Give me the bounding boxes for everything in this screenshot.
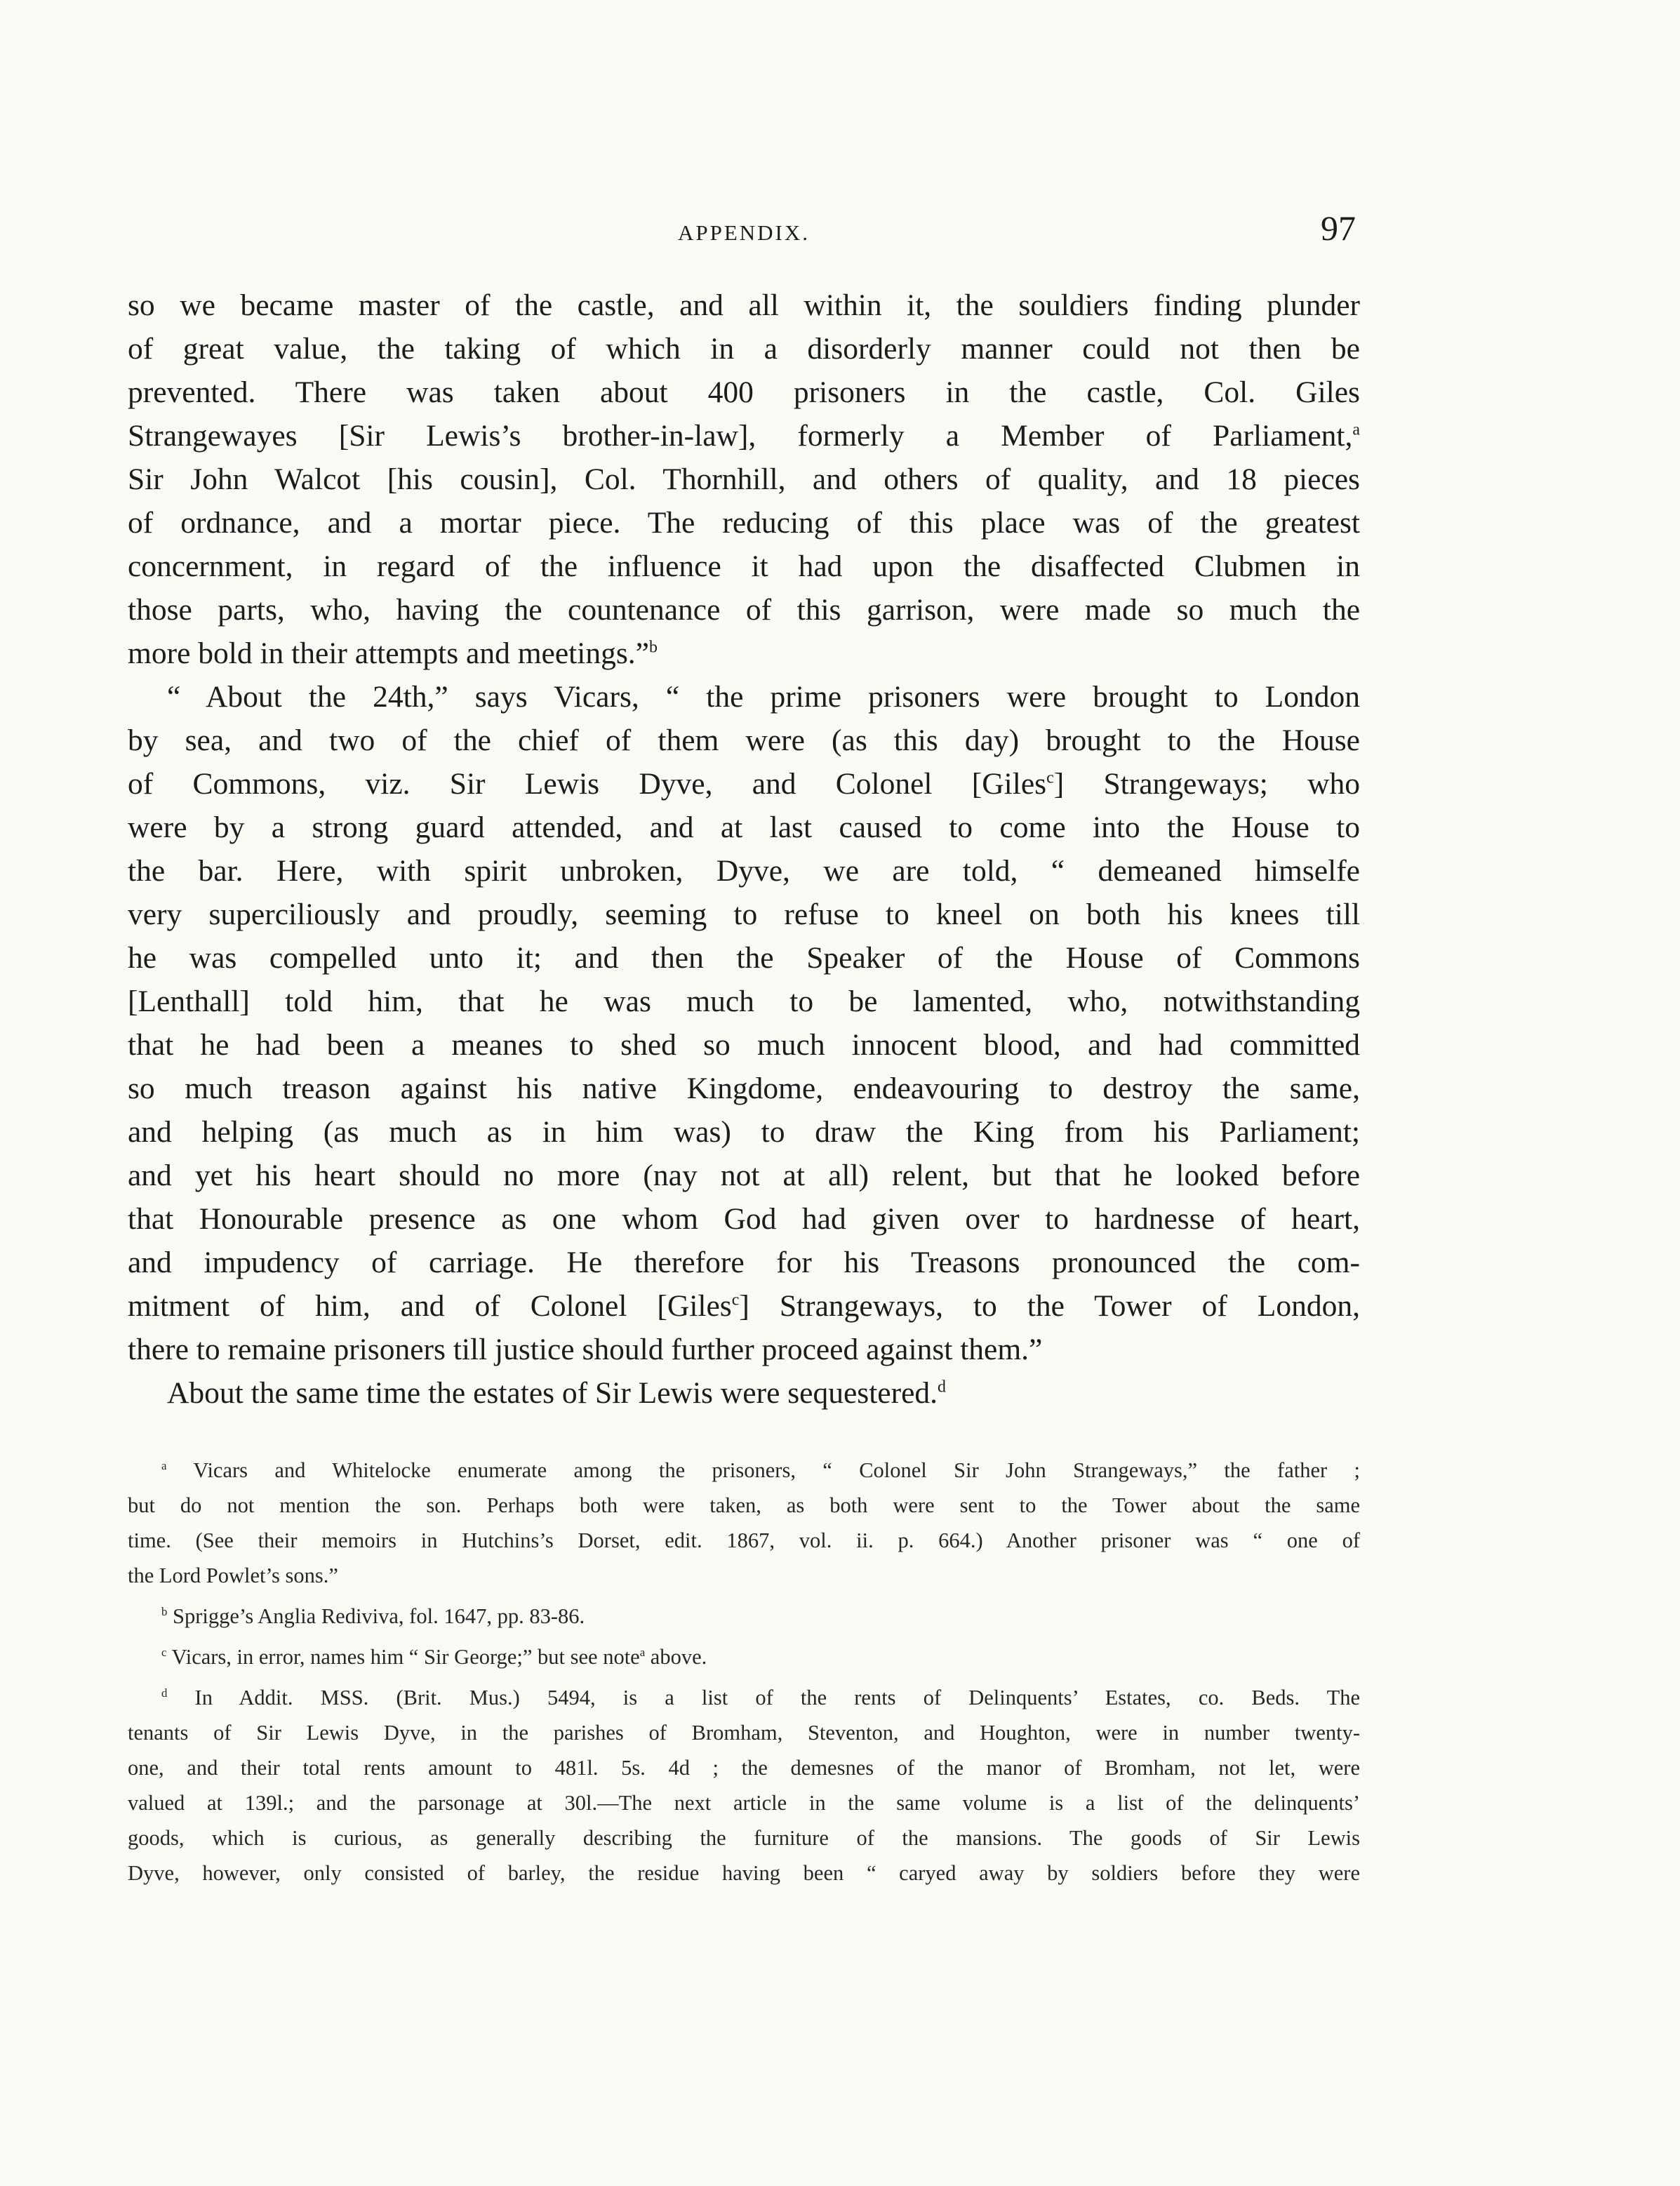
text-line-content: and helping (as much as in him was) to draw the King from his Parliament; bbox=[128, 1115, 1360, 1149]
footnote-text: valued at 139l.; and the parsonage at 30l.—The next article in the same volume is a list of the delinquents’ bbox=[128, 1791, 1360, 1815]
text-line-content: he was compelled unto it; and then the Speaker of the House of Commons bbox=[128, 941, 1360, 975]
text-line-content: and yet his heart should no more (nay not at all) relent, but that he looked before bbox=[128, 1159, 1360, 1192]
text-line-content: Strangewayes [Sir Lewis’s brother-in-law], formerly a Member of Parliament, bbox=[128, 419, 1353, 453]
text-line bbox=[128, 632, 1360, 675]
footnote-text: In Addit. MSS. (Brit. Mus.) 5494, is a list of the rents of Delinquents’ Estates, co. Beds. The bbox=[194, 1686, 1360, 1710]
footnote-text: Vicars, in error, names him “ Sir George;” but see note bbox=[171, 1645, 640, 1669]
text-line-content: were by a strong guard attended, and at last caused to come into the House to bbox=[128, 811, 1360, 844]
text-line bbox=[128, 458, 1360, 501]
text-line bbox=[128, 762, 1360, 806]
text-line-content: ] Strangeways; who bbox=[1053, 767, 1360, 801]
footnote-ref: b bbox=[648, 638, 658, 657]
footnote-line bbox=[128, 1820, 1360, 1855]
footnote-text: Vicars and Whitelocke enumerate among the prisoners, “ Colonel Sir John Strangeways,” the father ; bbox=[193, 1458, 1360, 1482]
footnote-line bbox=[128, 1558, 1360, 1593]
text-line bbox=[128, 1197, 1360, 1241]
text-line-content: that he had been a meanes to shed so much innocent blood, and had committed bbox=[128, 1028, 1360, 1062]
text-line-content: Sir John Walcot [his cousin], Col. Thornhill, and others of quality, and 18 pieces bbox=[128, 462, 1360, 496]
footnote-line bbox=[128, 1488, 1360, 1523]
text-line bbox=[128, 1371, 1360, 1415]
footnote-ref: a bbox=[639, 1645, 646, 1659]
footnote-line bbox=[128, 1599, 1360, 1634]
text-line-content: so we became master of the castle, and all within it, the souldiers finding plunder bbox=[128, 288, 1360, 322]
text-line bbox=[128, 980, 1360, 1023]
footnote-line bbox=[128, 1750, 1360, 1785]
footnote-marker: b bbox=[161, 1604, 168, 1618]
text-line bbox=[128, 284, 1360, 327]
footnote-text: time. (See their memoirs in Hutchins’s Dorset, edit. 1867, vol. ii. p. 664.) Another prisoner was “ one of bbox=[128, 1528, 1360, 1552]
footnote-line bbox=[128, 1855, 1360, 1891]
text-line bbox=[128, 1154, 1360, 1197]
text-line-content: that Honourable presence as one whom God had given over to hardnesse of heart, bbox=[128, 1202, 1360, 1236]
text-line bbox=[128, 327, 1360, 371]
text-line bbox=[128, 675, 1360, 719]
text-line bbox=[128, 1023, 1360, 1067]
text-line bbox=[128, 1110, 1360, 1154]
text-line-content: mitment of him, and of Colonel [Giles bbox=[128, 1289, 732, 1323]
footnote-ref: c bbox=[1046, 768, 1054, 787]
text-line-content: About the same time the estates of Sir Lewis were sequestered. bbox=[167, 1376, 938, 1410]
text-line-content: “ About the 24th,” says Vicars, “ the prime prisoners were brought to London bbox=[167, 680, 1360, 714]
footnote-marker: d bbox=[161, 1686, 168, 1700]
text-line-content: so much treason against his native Kingdome, endeavouring to destroy the same, bbox=[128, 1072, 1360, 1105]
footnote-marker: c bbox=[161, 1645, 167, 1659]
footnote-line bbox=[128, 1639, 1360, 1674]
footnote-text: the Lord Powlet’s sons.” bbox=[128, 1564, 338, 1587]
text-line bbox=[128, 936, 1360, 980]
footnote-text: above. bbox=[645, 1645, 707, 1669]
footnote-text: tenants of Sir Lewis Dyve, in the parishes of Bromham, Steventon, and Houghton, were in number twenty- bbox=[128, 1721, 1360, 1745]
text-line bbox=[128, 719, 1360, 762]
text-line bbox=[128, 893, 1360, 936]
text-line-content: prevented. There was taken about 400 prisoners in the castle, Col. Giles bbox=[128, 375, 1360, 409]
footnote-ref: c bbox=[731, 1291, 740, 1309]
text-line bbox=[128, 371, 1360, 414]
running-title: APPENDIX. bbox=[677, 220, 811, 245]
text-line-content: the bar. Here, with spirit unbroken, Dyve, we are told, “ demeaned himselfe bbox=[128, 854, 1360, 888]
text-line bbox=[128, 1284, 1360, 1328]
main-text bbox=[128, 284, 1360, 1415]
text-line-content: concernment, in regard of the influence it had upon the disaffected Clubmen in bbox=[128, 549, 1360, 583]
footnote-line bbox=[128, 1680, 1360, 1715]
text-line bbox=[128, 545, 1360, 588]
footnote-text: one, and their total rents amount to 481l. 5s. 4d ; the demesnes of the manor of Bromham, not let, were bbox=[128, 1756, 1360, 1780]
text-line-content: [Lenthall] told him, that he was much to be lamented, who, notwithstanding bbox=[128, 985, 1360, 1018]
footnote-text: but do not mention the son. Perhaps both were taken, as both were sent to the Tower about the same bbox=[128, 1493, 1360, 1517]
footnote-ref: d bbox=[938, 1378, 946, 1397]
text-line bbox=[128, 1241, 1360, 1284]
text-line-content: there to remaine prisoners till justice should further proceed against them.” bbox=[128, 1333, 1043, 1366]
text-line-content: of Commons, viz. Sir Lewis Dyve, and Colonel [Giles bbox=[128, 767, 1047, 801]
text-line-content: very superciliously and proudly, seeming to refuse to kneel on both his knees till bbox=[128, 898, 1360, 931]
text-line-content: more bold in their attempts and meetings.” bbox=[128, 637, 649, 670]
footnote-line bbox=[128, 1785, 1360, 1820]
footnote-line bbox=[128, 1453, 1360, 1488]
text-line bbox=[128, 806, 1360, 849]
text-line bbox=[128, 501, 1360, 545]
footnote-ref: a bbox=[1352, 420, 1360, 439]
text-line-content: by sea, and two of the chief of them were (as this day) brought to the House bbox=[128, 724, 1360, 757]
text-line-content: and impudency of carriage. He therefore for his Treasons pronounced the com- bbox=[128, 1246, 1360, 1279]
text-line bbox=[128, 849, 1360, 893]
footnote-line bbox=[128, 1715, 1360, 1750]
text-line bbox=[128, 414, 1360, 458]
text-line-content: of great value, the taking of which in a disorderly manner could not then be bbox=[128, 332, 1360, 366]
page-number: 97 bbox=[1321, 208, 1356, 248]
text-line bbox=[128, 1328, 1360, 1371]
text-line-content: of ordnance, and a mortar piece. The reducing of this place was of the greatest bbox=[128, 506, 1360, 540]
footnote-text: goods, which is curious, as generally describing the furniture of the mansions. The goods of Sir Lewis bbox=[128, 1826, 1360, 1850]
footnote-text: Sprigge’s Anglia Rediviva, fol. 1647, pp. 83-86. bbox=[173, 1604, 585, 1628]
running-header bbox=[128, 208, 1360, 253]
footnote-marker: a bbox=[161, 1458, 167, 1472]
footnote-text: Dyve, however, only consisted of barley, the residue having been “ caryed away by soldiers before they were bbox=[128, 1861, 1360, 1885]
footnotes bbox=[128, 1453, 1360, 1891]
footnote-line bbox=[128, 1523, 1360, 1558]
text-line bbox=[128, 1067, 1360, 1110]
text-line bbox=[128, 588, 1360, 632]
text-line-content: ] Strangeways, to the Tower of London, bbox=[739, 1289, 1360, 1323]
text-line-content: those parts, who, having the countenance of this garrison, were made so much the bbox=[128, 593, 1360, 627]
